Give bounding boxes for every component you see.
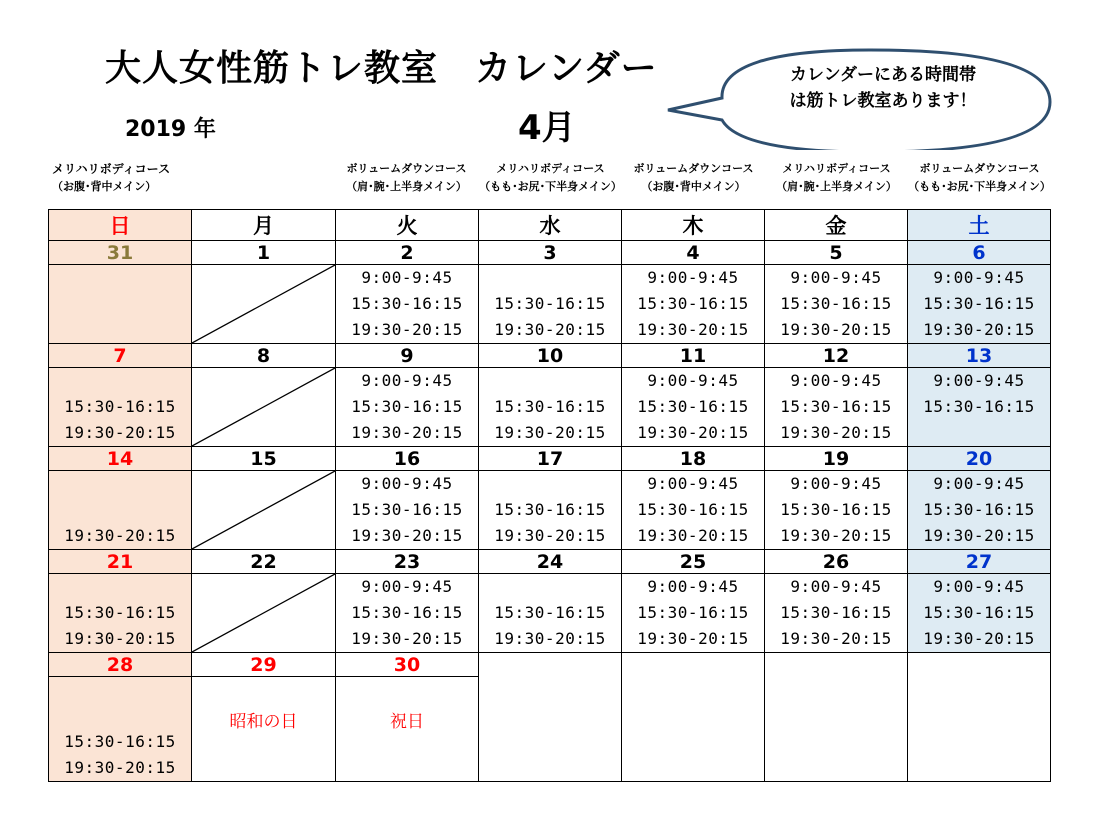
date-cell: 3	[479, 241, 622, 265]
time-slot: 15:30-16:15	[923, 294, 1035, 313]
time-slot-list	[765, 471, 907, 549]
date-cell: 24	[479, 550, 622, 574]
time-slot: 19:30-20:15	[494, 526, 606, 545]
course-name: ボリュームダウンコース	[919, 162, 1040, 175]
date-cell: 16	[336, 447, 479, 471]
time-slot-list	[479, 574, 621, 652]
time-cell	[622, 471, 765, 550]
date-cell: 22	[192, 550, 336, 574]
weekday-fri: 金	[765, 210, 908, 241]
time-slot	[479, 471, 621, 497]
time-slot	[49, 574, 191, 600]
time-slot-list	[479, 265, 621, 343]
empty-cell	[908, 653, 1051, 782]
weekday-mon: 月	[192, 210, 336, 241]
page-title: 大人女性筋トレ教室 カレンダー	[105, 48, 658, 89]
time-cell	[479, 265, 622, 344]
course-label-sun	[52, 160, 170, 196]
holiday-cell	[192, 677, 336, 782]
diagonal-line	[192, 471, 335, 549]
time-cell	[49, 265, 192, 344]
time-slot: 15:30-16:15	[64, 732, 176, 751]
time-slot: 19:30-20:15	[351, 629, 463, 648]
time-slot: 9:00-9:45	[790, 371, 882, 390]
time-slot: 9:00-9:45	[933, 371, 1025, 390]
time-slot: 19:30-20:15	[637, 320, 749, 339]
time-slot: 9:00-9:45	[790, 474, 882, 493]
time-cell	[336, 574, 479, 653]
time-cell	[49, 368, 192, 447]
date-cell: 31	[49, 241, 192, 265]
time-cell	[192, 265, 336, 344]
course-focus: （肩･腕･上半身メイン）	[776, 180, 897, 193]
time-slot: 19:30-20:15	[351, 423, 463, 442]
date-cell: 14	[49, 447, 192, 471]
time-slot: 19:30-20:15	[494, 423, 606, 442]
time-slot: 19:30-20:15	[351, 526, 463, 545]
time-slot-list	[49, 368, 191, 446]
time-slot-list	[765, 265, 907, 343]
time-cell	[908, 265, 1051, 344]
time-cell	[49, 574, 192, 653]
bubble-line-1: カレンダーにある時間帯	[790, 65, 976, 85]
time-cell	[479, 471, 622, 550]
empty-cell	[479, 653, 622, 782]
time-slot: 15:30-16:15	[64, 397, 176, 416]
course-name: メリハリボディコース	[782, 162, 891, 175]
time-slot-list	[336, 471, 478, 549]
course-focus: （肩･腕･上半身メイン）	[346, 180, 467, 193]
time-slot-list	[49, 471, 191, 549]
time-slot: 9:00-9:45	[647, 577, 739, 596]
weekday-tue: 火	[336, 210, 479, 241]
time-cell	[49, 677, 192, 782]
time-slot: 19:30-20:15	[780, 526, 892, 545]
time-slot: 15:30-16:15	[494, 500, 606, 519]
time-slot: 19:30-20:15	[923, 629, 1035, 648]
time-slot: 9:00-9:45	[933, 474, 1025, 493]
course-focus: （もも･お尻･下半身メイン）	[908, 180, 1051, 193]
no-class-diagonal	[192, 574, 335, 652]
year-label: 2019 年	[125, 117, 216, 142]
weekday-sat: 土	[908, 210, 1051, 241]
time-slot	[49, 291, 191, 317]
time-slot-list	[908, 574, 1050, 652]
time-cell	[765, 574, 908, 653]
weekday-wed: 水	[479, 210, 622, 241]
time-slot: 19:30-20:15	[637, 423, 749, 442]
date-cell: 29	[192, 653, 336, 677]
empty-cell	[622, 653, 765, 782]
time-slot	[908, 420, 1050, 446]
time-row	[49, 574, 1051, 653]
time-slot	[49, 471, 191, 497]
time-slot	[479, 265, 621, 291]
date-cell: 17	[479, 447, 622, 471]
date-cell: 18	[622, 447, 765, 471]
time-slot-list	[336, 368, 478, 446]
time-slot: 15:30-16:15	[923, 397, 1035, 416]
time-slot: 9:00-9:45	[933, 268, 1025, 287]
time-slot: 9:00-9:45	[647, 474, 739, 493]
date-cell: 9	[336, 344, 479, 368]
date-cell: 12	[765, 344, 908, 368]
time-slot	[49, 368, 191, 394]
course-label-wed	[478, 160, 623, 196]
time-slot-list	[908, 265, 1050, 343]
time-cell	[908, 574, 1051, 653]
date-cell: 6	[908, 241, 1051, 265]
time-slot: 15:30-16:15	[923, 603, 1035, 622]
time-slot-list	[336, 265, 478, 343]
time-slot: 15:30-16:15	[64, 603, 176, 622]
weekday-sun: 日	[49, 210, 192, 241]
time-slot: 19:30-20:15	[494, 629, 606, 648]
time-slot-list	[49, 677, 191, 781]
time-slot-list	[336, 574, 478, 652]
time-slot	[49, 265, 191, 291]
time-slot: 9:00-9:45	[790, 577, 882, 596]
time-slot-list	[622, 471, 764, 549]
time-slot: 15:30-16:15	[494, 294, 606, 313]
course-focus: （お腹･背中メイン）	[641, 180, 746, 193]
date-cell: 30	[336, 653, 479, 677]
date-cell: 11	[622, 344, 765, 368]
time-slot: 19:30-20:15	[64, 526, 176, 545]
time-slot: 15:30-16:15	[494, 397, 606, 416]
date-cell: 13	[908, 344, 1051, 368]
time-slot: 15:30-16:15	[637, 500, 749, 519]
empty-cell	[765, 653, 908, 782]
time-slot-list	[479, 368, 621, 446]
time-slot: 9:00-9:45	[933, 577, 1025, 596]
time-slot: 15:30-16:15	[637, 603, 749, 622]
diagonal-line	[192, 265, 335, 343]
time-slot: 19:30-20:15	[64, 629, 176, 648]
speech-bubble	[660, 40, 1060, 150]
time-row	[49, 368, 1051, 447]
time-slot: 15:30-16:15	[780, 603, 892, 622]
time-slot: 9:00-9:45	[361, 474, 453, 493]
time-slot: 15:30-16:15	[923, 500, 1035, 519]
date-cell: 20	[908, 447, 1051, 471]
course-name: メリハリボディコース	[496, 162, 605, 175]
weekday-header-row	[49, 210, 1051, 241]
diagonal-line	[192, 368, 335, 446]
time-cell	[908, 368, 1051, 447]
time-slot: 19:30-20:15	[780, 423, 892, 442]
time-slot: 9:00-9:45	[361, 268, 453, 287]
time-slot: 19:30-20:15	[780, 629, 892, 648]
time-slot: 15:30-16:15	[494, 603, 606, 622]
time-slot: 9:00-9:45	[361, 577, 453, 596]
course-label-fri	[764, 160, 909, 196]
time-slot	[49, 317, 191, 343]
time-slot-list	[908, 471, 1050, 549]
weekday-thu: 木	[622, 210, 765, 241]
time-slot: 9:00-9:45	[647, 371, 739, 390]
date-cell: 23	[336, 550, 479, 574]
date-cell: 7	[49, 344, 192, 368]
date-row	[49, 447, 1051, 471]
time-slot-list	[49, 574, 191, 652]
holiday-name: 祝日	[390, 712, 424, 732]
time-cell	[622, 265, 765, 344]
no-class-diagonal	[192, 265, 335, 343]
month-label: 4月	[518, 108, 576, 148]
date-cell: 27	[908, 550, 1051, 574]
time-slot: 15:30-16:15	[351, 603, 463, 622]
time-slot: 19:30-20:15	[923, 526, 1035, 545]
course-name: メリハリボディコース	[52, 162, 171, 176]
time-slot: 19:30-20:15	[637, 526, 749, 545]
time-cell	[192, 368, 336, 447]
time-cell	[622, 368, 765, 447]
time-slot-list	[765, 368, 907, 446]
time-slot-list	[479, 471, 621, 549]
time-cell	[49, 471, 192, 550]
date-cell: 1	[192, 241, 336, 265]
date-cell: 8	[192, 344, 336, 368]
time-slot	[49, 497, 191, 523]
bubble-text	[738, 62, 1028, 114]
time-slot: 9:00-9:45	[361, 371, 453, 390]
course-label-sat	[907, 160, 1052, 196]
course-focus: （もも･お尻･下半身メイン）	[479, 180, 622, 193]
time-row	[49, 265, 1051, 344]
course-name: ボリュームダウンコース	[633, 162, 754, 175]
holiday-name: 昭和の日	[229, 712, 298, 732]
calendar-body	[49, 210, 1051, 782]
time-cell	[765, 368, 908, 447]
time-slot: 15:30-16:15	[780, 397, 892, 416]
course-name: ボリュームダウンコース	[346, 162, 467, 175]
time-cell	[765, 471, 908, 550]
time-cell	[192, 574, 336, 653]
date-cell: 19	[765, 447, 908, 471]
date-row	[49, 241, 1051, 265]
time-slot-list	[908, 368, 1050, 446]
time-cell	[765, 265, 908, 344]
date-cell: 2	[336, 241, 479, 265]
date-cell: 10	[479, 344, 622, 368]
course-label-thu	[621, 160, 766, 196]
time-slot	[479, 574, 621, 600]
time-slot-list	[765, 574, 907, 652]
date-cell: 15	[192, 447, 336, 471]
course-label-tue	[334, 160, 479, 196]
date-cell: 21	[49, 550, 192, 574]
bubble-line-2: は筋トレ教室あります！	[789, 91, 977, 111]
time-slot: 15:30-16:15	[351, 294, 463, 313]
time-slot: 19:30-20:15	[780, 320, 892, 339]
time-slot: 15:30-16:15	[637, 294, 749, 313]
time-slot: 19:30-20:15	[923, 320, 1035, 339]
time-cell	[479, 368, 622, 447]
time-slot	[479, 368, 621, 394]
date-row	[49, 550, 1051, 574]
time-slot-list	[622, 574, 764, 652]
time-row	[49, 471, 1051, 550]
holiday-cell	[336, 677, 479, 782]
time-slot: 19:30-20:15	[351, 320, 463, 339]
time-slot: 9:00-9:45	[790, 268, 882, 287]
time-slot: 19:30-20:15	[64, 423, 176, 442]
time-slot: 9:00-9:45	[647, 268, 739, 287]
time-cell	[336, 471, 479, 550]
date-cell: 25	[622, 550, 765, 574]
time-slot-list	[622, 368, 764, 446]
date-cell: 5	[765, 241, 908, 265]
time-slot: 15:30-16:15	[780, 294, 892, 313]
time-slot-list	[49, 265, 191, 343]
time-slot-list	[622, 265, 764, 343]
time-slot: 19:30-20:15	[637, 629, 749, 648]
date-row	[49, 344, 1051, 368]
time-slot: 15:30-16:15	[780, 500, 892, 519]
time-cell	[192, 471, 336, 550]
date-cell: 4	[622, 241, 765, 265]
time-slot: 19:30-20:15	[64, 758, 176, 777]
time-slot: 15:30-16:15	[637, 397, 749, 416]
calendar-table	[48, 209, 1051, 782]
no-class-diagonal	[192, 471, 335, 549]
time-cell	[336, 368, 479, 447]
date-cell: 26	[765, 550, 908, 574]
time-cell	[479, 574, 622, 653]
course-focus: （お腹･背中メイン）	[52, 180, 157, 193]
time-slot: 15:30-16:15	[351, 500, 463, 519]
date-row	[49, 653, 1051, 677]
time-slot: 19:30-20:15	[494, 320, 606, 339]
date-cell: 28	[49, 653, 192, 677]
no-class-diagonal	[192, 368, 335, 446]
diagonal-line	[192, 574, 335, 652]
time-cell	[622, 574, 765, 653]
time-cell	[908, 471, 1051, 550]
time-slot: 15:30-16:15	[351, 397, 463, 416]
time-cell	[336, 265, 479, 344]
